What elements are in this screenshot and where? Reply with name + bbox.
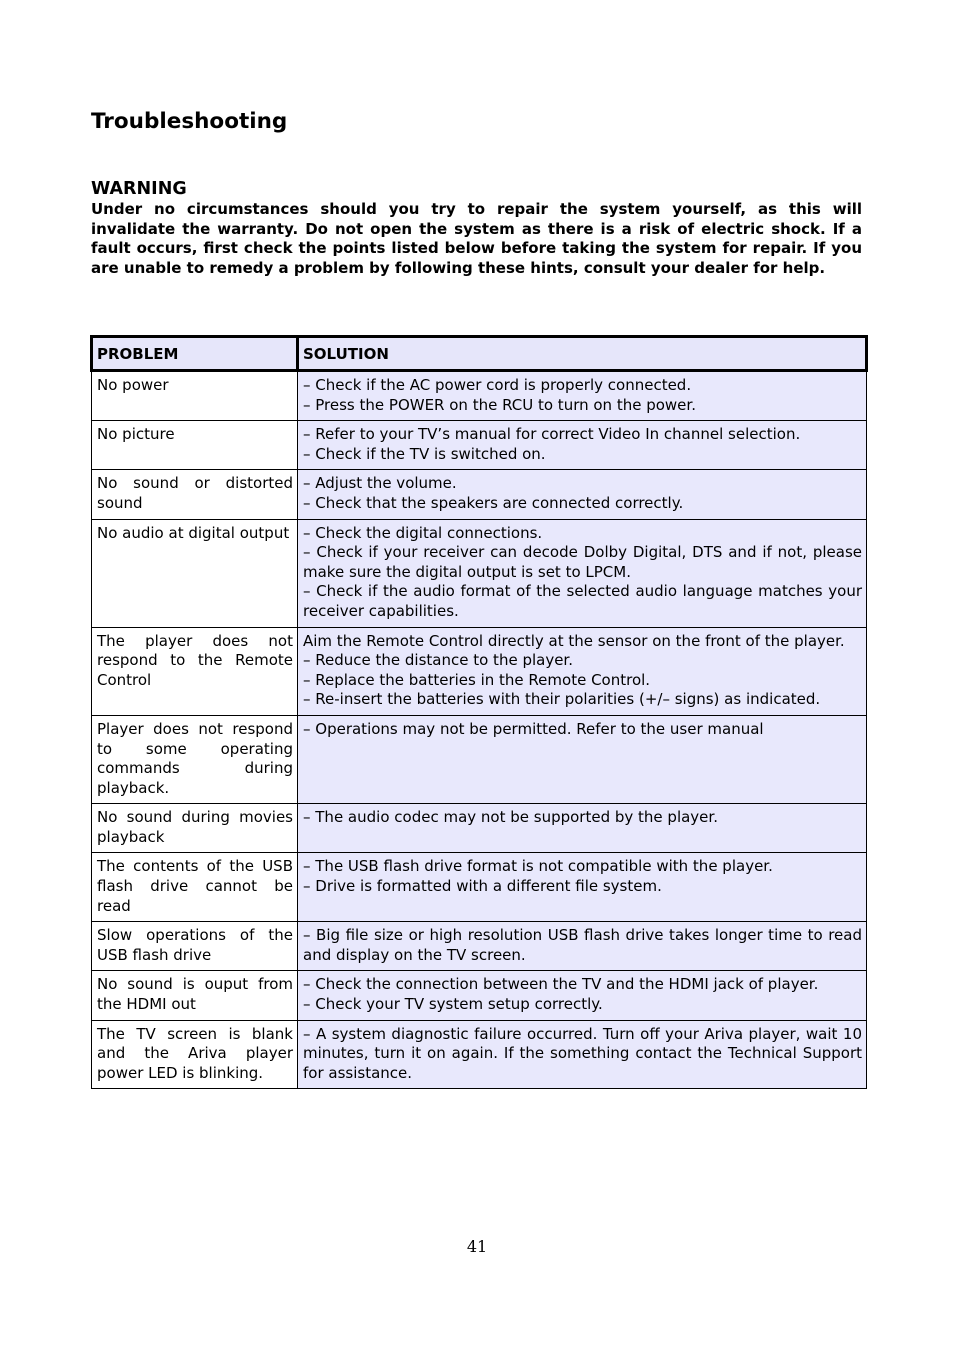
table-row: [92, 421, 867, 470]
problem-cell: No power: [92, 371, 298, 421]
solution-cell: [298, 371, 867, 421]
table-row: [92, 715, 867, 803]
solution-line: – Big file size or high resolution USB flash drive takes longer time to read and display on the TV screen.: [303, 926, 862, 964]
solution-cell: [298, 470, 867, 519]
problem-cell: The TV screen is blank and the Ariva player power LED is blinking.: [92, 1020, 298, 1089]
table-row: [92, 971, 867, 1020]
solution-cell: [298, 627, 867, 715]
solution-line: – Check if your receiver can decode Dolby Digital, DTS and if not, please make sure the digital output is set to LPCM.: [303, 543, 862, 581]
solution-line: – Operations may not be permitted. Refer to the user manual: [303, 719, 764, 738]
solution-cell: [298, 421, 867, 470]
problem-cell: No sound is ouput from the HDMI out: [92, 971, 298, 1020]
solution-line: – Press the POWER on the RCU to turn on the power.: [303, 395, 696, 414]
table-body: [92, 371, 867, 1089]
table-row: [92, 853, 867, 922]
solution-line: – Check if the audio format of the selected audio language matches your receiver capabilities.: [303, 582, 862, 620]
page-title: Troubleshooting: [91, 109, 288, 134]
solution-line: – Check that the speakers are connected correctly.: [303, 493, 684, 512]
table-row: [92, 627, 867, 715]
troubleshooting-table: [90, 335, 868, 1089]
solution-cell: [298, 971, 867, 1020]
problem-cell: The contents of the USB flash drive cannot be read: [92, 853, 298, 922]
solution-line: – Adjust the volume.: [303, 474, 457, 493]
solution-line: – A system diagnostic failure occurred. Turn off your Ariva player, wait 10 minutes, turn it on again. If the something contact the Technical Support for assistance.: [303, 1024, 862, 1082]
problem-cell: The player does not respond to the Remote Control: [92, 627, 298, 715]
problem-cell: No audio at digital output: [92, 519, 298, 627]
problem-cell: Slow operations of the USB flash drive: [92, 922, 298, 971]
table-header-row: [92, 337, 867, 371]
solution-cell: [298, 715, 867, 803]
solution-line: – Refer to your TV’s manual for correct Video In channel selection.: [303, 425, 801, 444]
solution-cell: [298, 853, 867, 922]
warning-text: Under no circumstances should you try to repair the system yourself, as this will invalidate the warranty. Do not open the system as there is a risk of electric shock. If a fault occurs, first check the points listed below before taking the system for repair. If you are unable to remedy a problem by following these hints, consult your dealer for help.: [91, 200, 862, 277]
warning-heading: WARNING: [91, 179, 187, 199]
table-row: [92, 922, 867, 971]
solution-line: – Check if the TV is switched on.: [303, 444, 546, 463]
solution-cell: [298, 519, 867, 627]
solution-cell: [298, 804, 867, 853]
solution-line: – Replace the batteries in the Remote Control.: [303, 670, 651, 689]
solution-line: – The USB flash drive format is not compatible with the player.: [303, 857, 773, 876]
solution-line: – Re-insert the batteries with their polarities (+/– signs) as indicated.: [303, 690, 821, 709]
table-row: [92, 1020, 867, 1089]
solution-line: Aim the Remote Control directly at the sensor on the front of the player.: [303, 631, 845, 650]
solution-line: – Drive is formatted with a different file system.: [303, 877, 662, 896]
problem-column-header: PROBLEM: [92, 337, 298, 371]
solution-line: – Reduce the distance to the player.: [303, 651, 573, 670]
solution-line: – The audio codec may not be supported by the player.: [303, 808, 718, 827]
problem-cell: No picture: [92, 421, 298, 470]
problem-cell: No sound during movies playback: [92, 804, 298, 853]
solution-line: – Check your TV system setup correctly.: [303, 995, 603, 1014]
table-row: [92, 371, 867, 421]
problem-cell: No sound or distorted sound: [92, 470, 298, 519]
solution-cell: [298, 922, 867, 971]
table-row: [92, 519, 867, 627]
solution-line: – Check if the AC power cord is properly connected.: [303, 376, 692, 394]
problem-cell: Player does not respond to some operating commands during playback.: [92, 715, 298, 803]
page-number: 41: [466, 1237, 488, 1256]
solution-column-header: SOLUTION: [298, 337, 867, 371]
table-row: [92, 804, 867, 853]
solution-cell: [298, 1020, 867, 1089]
solution-line: – Check the connection between the TV and the HDMI jack of player.: [303, 975, 819, 994]
solution-line: – Check the digital connections.: [303, 523, 543, 542]
table-row: [92, 470, 867, 519]
